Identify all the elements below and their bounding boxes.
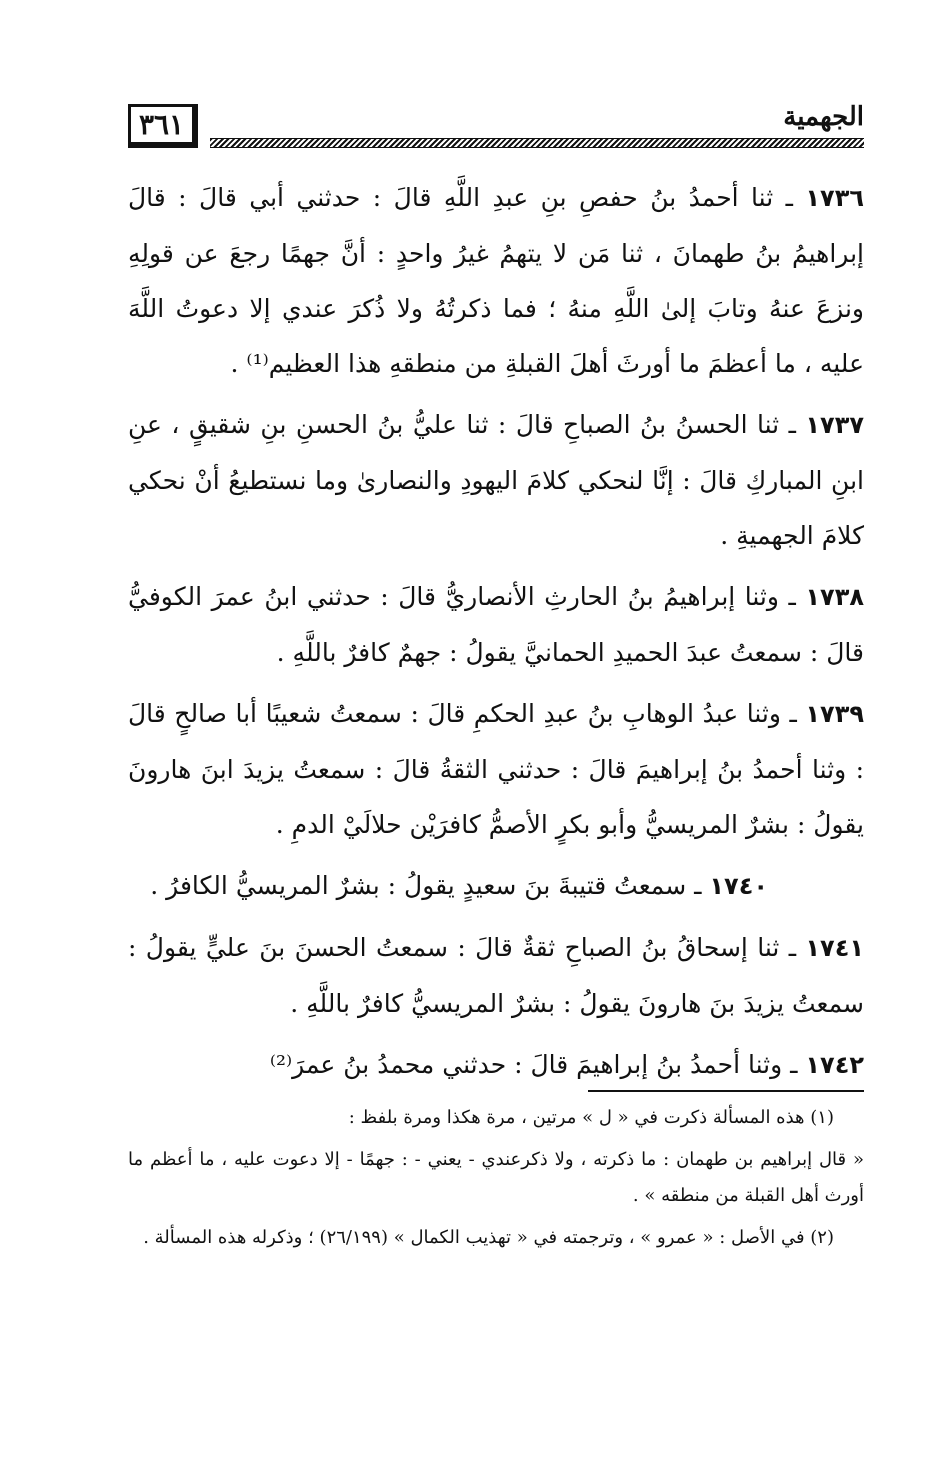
paragraph-number: ١٧٣٧ bbox=[805, 411, 864, 439]
paragraph-1740 bbox=[128, 858, 864, 914]
paragraph-1741 bbox=[128, 920, 864, 1031]
paragraph-number: ١٧٤٢ bbox=[805, 1051, 864, 1079]
paragraph-number: ١٧٣٨ bbox=[805, 583, 864, 611]
footnote-rule bbox=[588, 1090, 864, 1092]
paragraph-1739 bbox=[128, 686, 864, 852]
footnote-1: (١) هذه المسألة ذكرت في « ل » مرتين ، مرة هكذا ومرة بلفظ : bbox=[348, 1107, 834, 1128]
paragraph-text: ـ وثنا عبدُ الوهابِ بنُ عبدِ الحكمِ قالَ : سمعتُ شعيبًا أبا صالحٍ قالَ : وثنا أحمدُ بنُ إبراهيمَ قالَ : حدثني الثقةُ قالَ : سمعتُ يزيدَ ابنَ هارونَ يقولُ : بشرٌ المريسيُّ وأبو بكرٍ الأصمُّ كافرَيْن حلالَيْ الدمِ . bbox=[128, 699, 864, 839]
paragraph-number: ١٧٤٠ bbox=[709, 872, 768, 900]
paragraph-1737 bbox=[128, 397, 864, 563]
footnote-2: (٢) في الأصل : « عمرو » ، وترجمته في « تهذيب الكمال » (٢٦/١٩٩) ؛ وذكرله هذه المسألة . bbox=[143, 1227, 834, 1248]
running-head: الجهمية bbox=[783, 102, 864, 132]
paragraph-text: ـ وثنا إبراهيمُ بنُ الحارثِ الأنصاريُّ قالَ : حدثني ابنُ عمرَ الكوفيُّ قالَ : سمعتُ عبدَ الحميدِ الحمانيَّ يقولُ : جهمٌ كافرٌ باللَّهِ . bbox=[128, 582, 864, 667]
paragraph-1742 bbox=[128, 1037, 864, 1093]
paragraph-text: ـ ثنا إسحاقُ بنُ الصباحِ ثقةٌ قالَ : سمعتُ الحسنَ بنَ عليٍّ يقولُ : سمعتُ يزيدَ بنَ هارونَ يقولُ : بشرٌ المريسيُّ كافرٌ باللَّهِ . bbox=[128, 933, 864, 1018]
paragraph-text: ـ ثنا الحسنُ بنُ الصباحِ قالَ : ثنا عليُّ بنُ الحسنِ بنِ شقيقٍ ، عنِ ابنِ المباركِ قالَ : إنَّا لنحكي كلامَ اليهودِ والنصارىٰ وما نستطيعُ أنْ نحكي كلامَ الجهميةِ . bbox=[128, 410, 864, 550]
paragraph-1738 bbox=[128, 569, 864, 680]
paragraph-number: ١٧٣٩ bbox=[805, 700, 864, 728]
paragraph-number: ١٧٤١ bbox=[805, 934, 864, 962]
main-text bbox=[128, 170, 864, 1099]
paragraph-text: ـ وثنا أحمدُ بنُ إبراهيمَ قالَ : حدثني محمدُ بنُ عمرَ⁽²⁾ bbox=[269, 1050, 798, 1079]
paragraph-number: ١٧٣٦ bbox=[805, 184, 864, 212]
footnotes bbox=[128, 1100, 864, 1262]
footnote-1-quote: « قال إبراهيم بن طهمان : ما ذكرته ، ولا ذكرعندي - يعني - : جهمًا - إلا دعوت عليه ، ما أعظم ما أورث أهل القبلة من منطقه » . bbox=[128, 1149, 864, 1206]
paragraph-text: ـ سمعتُ قتيبةَ بنَ سعيدٍ يقولُ : بشرٌ المريسيُّ الكافرُ . bbox=[150, 871, 702, 900]
header-rule bbox=[210, 138, 864, 148]
page-header bbox=[128, 96, 864, 158]
paragraph-text: ـ ثنا أحمدُ بنُ حفصِ بنِ عبدِ اللَّهِ قالَ : حدثني أبي قالَ : قالَ إبراهيمُ بنُ طهمانَ ، ثنا مَن لا يتهمُ غيرُ واحدٍ : أنَّ جهمًا رجعَ عن قولِهِ ونزعَ عنهُ وتابَ إلىٰ اللَّهِ منهُ ؛ فما ذكرتُهُ ولا ذُكرَ عندي إلا دعوتُ اللَّهَ عليه ، ما أعظمَ ما أورثَ أهلَ القبلةِ من منطقهِ هذا العظيم⁽¹⁾ . bbox=[128, 183, 864, 378]
page-number: ٣٦١ bbox=[128, 104, 198, 148]
paragraph-1736 bbox=[128, 170, 864, 391]
